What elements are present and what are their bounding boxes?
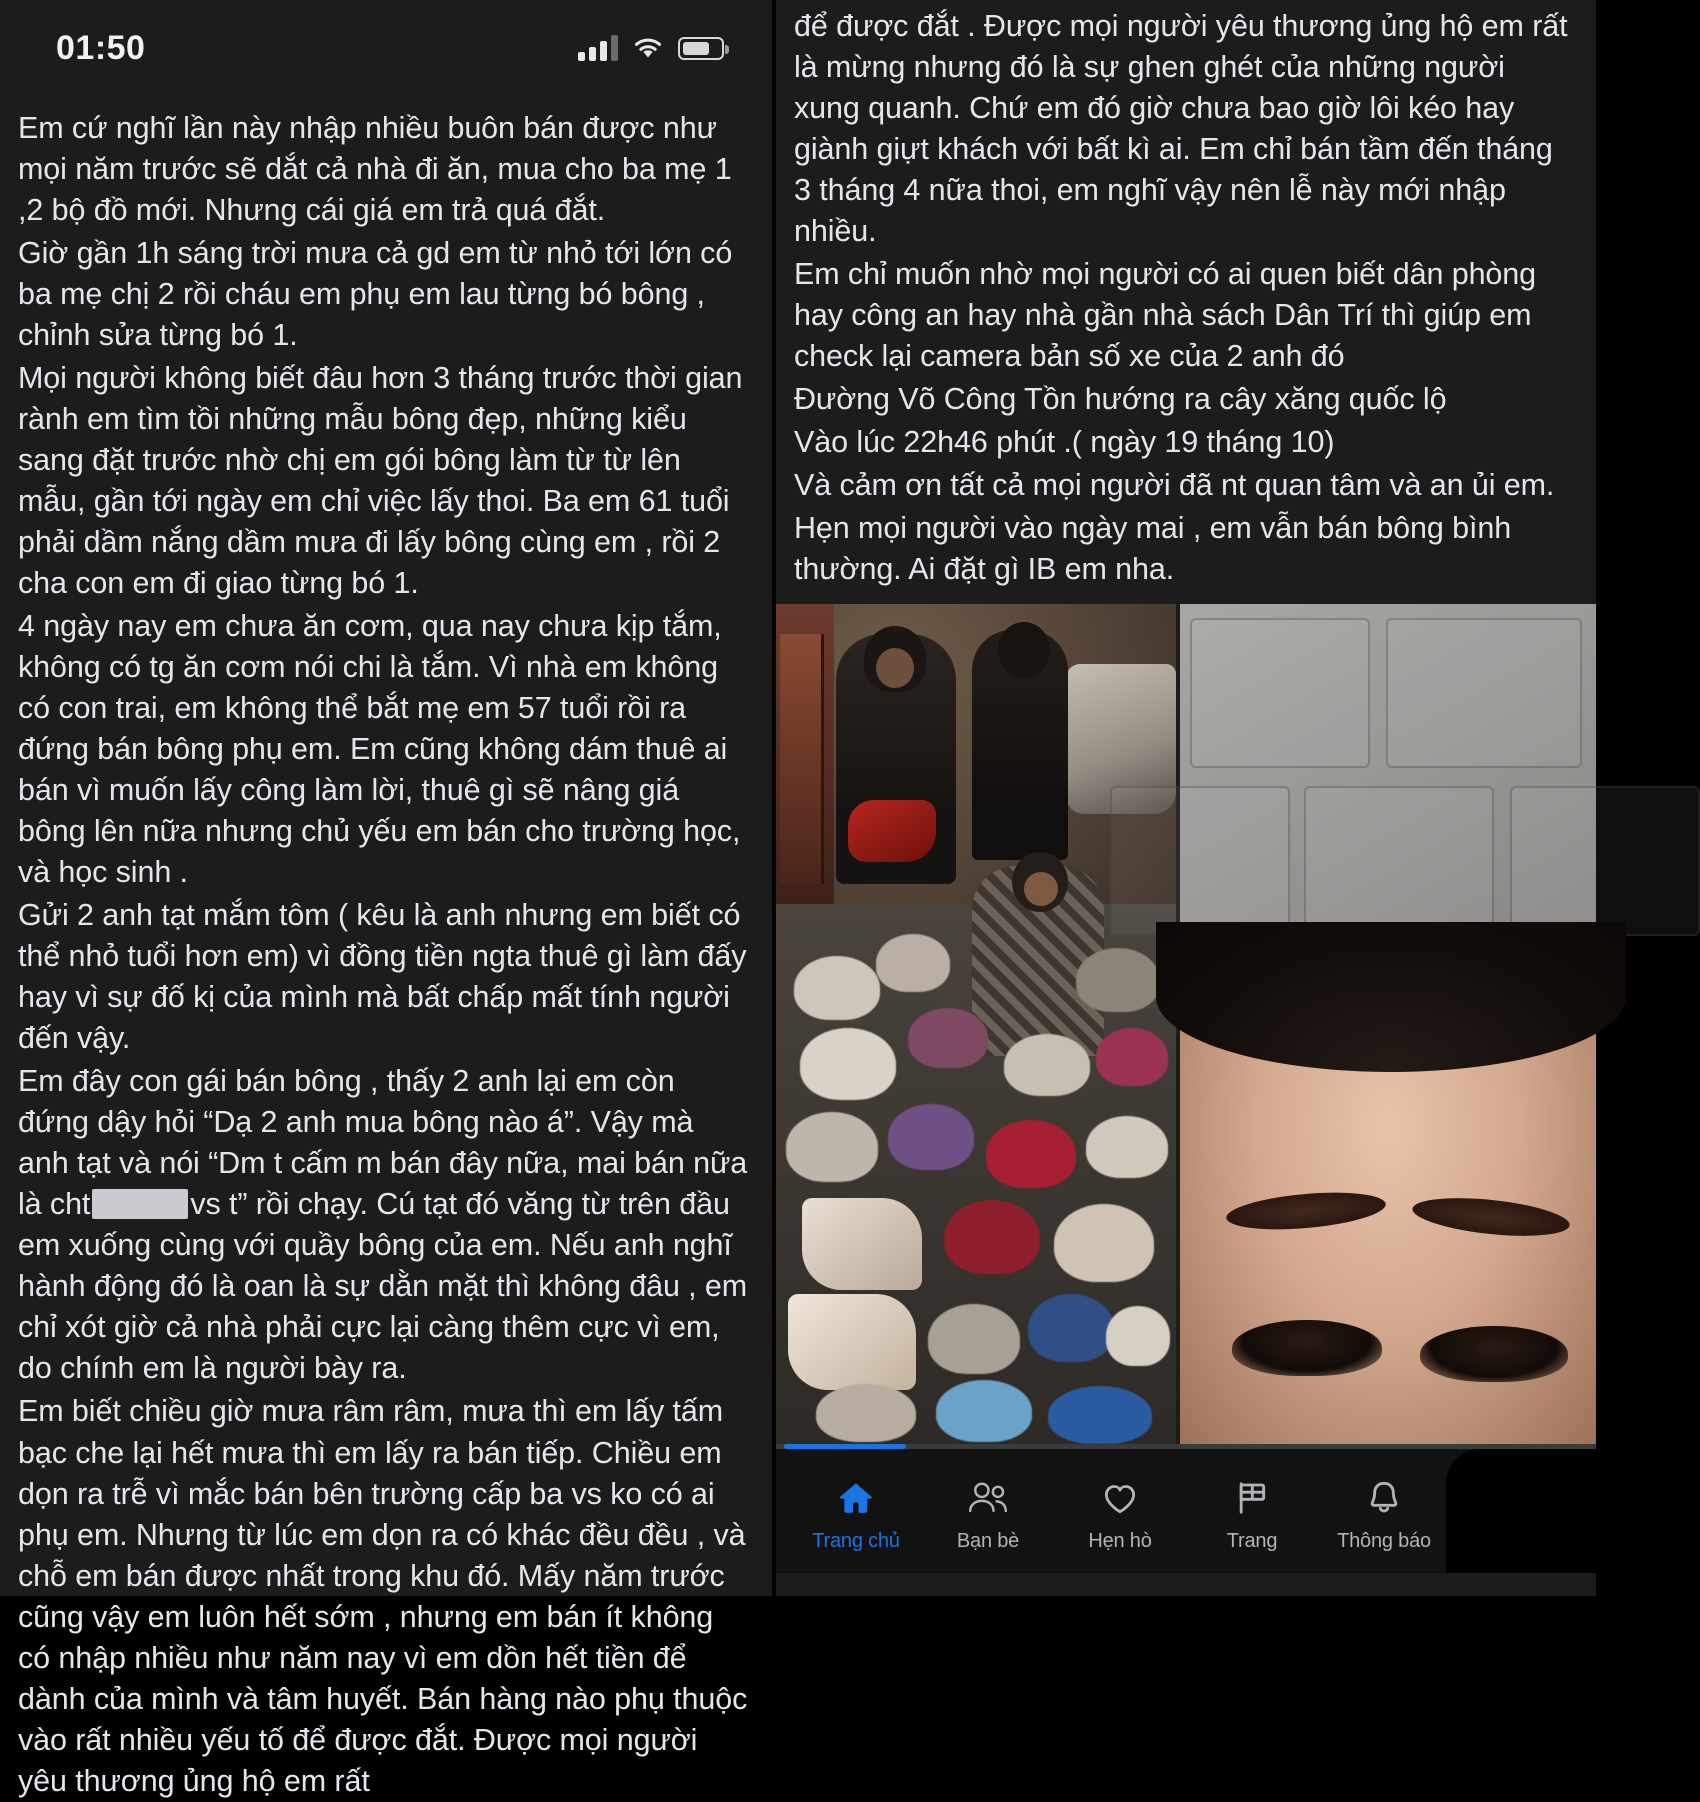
post-paragraph: Giờ gần 1h sáng trời mưa cả gd em từ nhỏ tới lớn có ba mẹ chị 2 rồi cháu em phụ em lau từng bó bông , chỉnh sửa từng bó 1. [18, 236, 733, 353]
post-text-after-censor: vs t” rồi chạy. Cú tạt đó văng từ trên đầu em xuống cùng với quầy bông của em. Nếu anh nghĩ hành động đó là oan là sự dằn mặt thì không đâu , em chỉ xót giờ cả nhà phải cực lại càng thêm cực vì em, do chính em là người bày ra. [18, 1187, 748, 1386]
post-paragraph: Gửi 2 anh tạt mắm tôm ( kêu là anh nhưng em biết có thể nhỏ tuổi hơn em) vì đồng tiền ngta thuê gì làm đấy hay vì sự đố kị của mình mà bất chấp mất tính người đến vậy. [18, 898, 747, 1056]
post-paragraph: Em chỉ muốn nhờ mọi người có ai quen biết dân phòng hay công an hay nhà gần nhà sách Dân Trí thì giúp em check lại camera bản số xe của 2 anh đó [794, 257, 1537, 374]
post-paragraph: Và cảm ơn tất cả mọi người đã nt quan tâm và an ủi em. [794, 468, 1555, 503]
home-icon [835, 1475, 877, 1521]
nav-label-pages: Trang [1226, 1530, 1278, 1553]
status-bar-icons [578, 35, 724, 61]
left-phone-screenshot [0, 0, 776, 1798]
cellular-signal-icon [578, 35, 618, 61]
post-paragraph: Vào lúc 22h46 phút .( ngày 19 tháng 10) [794, 425, 1335, 460]
status-bar [0, 0, 772, 96]
wifi-icon [632, 36, 664, 60]
post-paragraph: Em biết chiều giờ mưa râm râm, mưa thì em lấy tấm bạc che lại hết mưa thì em lấy ra bán tiếp. Chiều em dọn ra trễ vì mắc bán bên trường cấp ba vs ko có ai phụ em. Nhưng từ lúc em dọn ra có khác đều đều , và chỗ em bán được nhất trong khu đó. Mấy năm trước cũng vậy em luôn hết sớm , nhưng em bán ít không có nhập nhiều như năm nay vì em dồn hết tiền để dành của mình và tâm huyết. Bán hàng nào phụ thuộc vào rất nhiều yếu tố để được đắt. Được mọi người yêu thương ủng hộ em rất [18, 1394, 748, 1798]
censored-word-block [92, 1189, 188, 1219]
nav-item-dating[interactable] [1054, 1475, 1186, 1553]
nav-label-home: Trang chủ [812, 1530, 900, 1553]
nav-item-friends[interactable] [922, 1475, 1054, 1553]
pages-flag-icon [1231, 1475, 1273, 1521]
post-paragraph: 4 ngày nay em chưa ăn cơm, qua nay chưa kịp tắm, không có tg ăn cơm nói chi là tắm. Vì nhà em không có con trai, em không thể bắt mẹ em 57 tuổi rồi ra đứng bán bông phụ em. Em cũng không dám thuê ai bán vì muốn lấy công làm lời, thuê gì sẽ nâng giá bông lên nữa nhưng chủ yếu em bán cho trường học, và học sinh . [18, 609, 741, 890]
post-paragraph: Đường Võ Công Tồn hướng ra cây xăng quốc lộ [794, 382, 1447, 417]
nav-label-notifications: Thông báo [1337, 1530, 1431, 1553]
post-paragraph: Em cứ nghĩ lần này nhập nhiều buôn bán được như mọi năm trước sẽ dắt cả nhà đi ăn, mua cho ba mẹ 1 ,2 bộ đồ mới. Nhưng cái giá em trả quá đắt. [18, 111, 732, 228]
bottom-navigation-bar[interactable] [776, 1449, 1596, 1573]
bell-icon [1363, 1475, 1405, 1521]
home-indicator-overlay [1446, 1449, 1596, 1573]
post-paragraph: Mọi người không biết đâu hơn 3 tháng trước thời gian rành em tìm tồi những mẫu bông đẹp, những kiểu sang đặt trước nhờ chị em gói bông làm từ từ lên mẫu, gần tới ngày em chỉ việc lấy thoi. Ba em 61 tuổi phải dầm nắng dầm mưa đi lấy bông cùng em , rồi 2 cha con em đi giao từng bó 1. [18, 361, 743, 601]
battery-icon [678, 37, 724, 60]
dating-heart-icon [1099, 1475, 1141, 1521]
right-phone-screenshot [776, 0, 1596, 1596]
post-text-left [0, 96, 772, 1802]
nav-item-home[interactable] [790, 1475, 922, 1553]
post-text-right [776, 0, 1596, 590]
post-text-before-censor: Em đây con gái bán bông , thấy 2 anh lại em còn đứng dậy hỏi “Dạ 2 anh mua bông nào á”. Vậy mà anh tạt và nói “Dm t cấm m bán đây nữa, mai bán nữa là cht [18, 1064, 748, 1222]
status-bar-time: 01:50 [56, 28, 146, 67]
post-paragraph: Hẹn mọi người vào ngày mai , em vẫn bán bông bình thường. Ai đặt gì IB em nha. [794, 511, 1512, 587]
nav-item-pages[interactable] [1186, 1475, 1318, 1553]
market-flower-stall-photo[interactable] [776, 604, 1176, 1444]
forehead-closeup-photo[interactable] [1180, 604, 1596, 1444]
nav-label-friends: Bạn bè [956, 1530, 1020, 1553]
nav-label-dating: Hẹn hò [1088, 1530, 1152, 1553]
post-paragraph: để được đắt . Được mọi người yêu thương ủng hộ em rất là mừng nhưng đó là sự ghen ghét của những người xung quanh. Chứ em đó giờ chưa bao giờ lôi kéo hay giành giựt khách với bất kì ai. Em chỉ bán tầm đến tháng 3 tháng 4 nữa thoi, em nghĩ vậy nên lễ này mới nhập nhiều. [794, 9, 1568, 249]
post-paragraph-with-censored-word [18, 1061, 752, 1389]
friends-icon [965, 1475, 1011, 1521]
post-photo-gallery[interactable] [776, 604, 1596, 1444]
nav-item-notifications[interactable] [1318, 1475, 1450, 1553]
